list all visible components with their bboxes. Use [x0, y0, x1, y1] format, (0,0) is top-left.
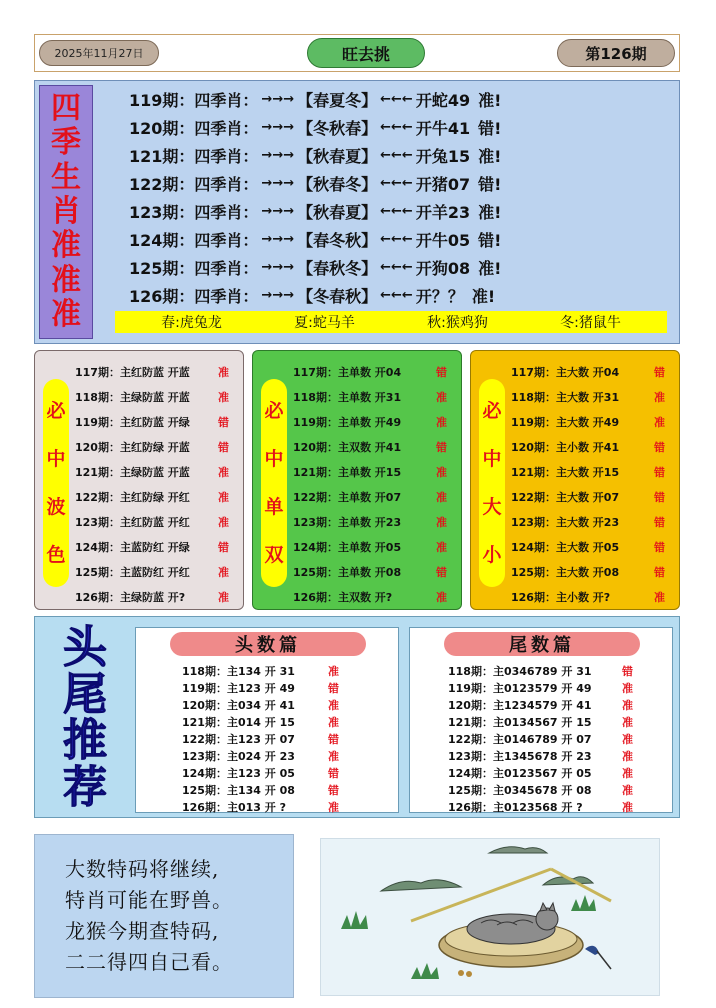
season-row-result: 开猪07: [415, 174, 471, 194]
wei-row-verdict: 准: [622, 681, 633, 695]
bose-row: [75, 559, 241, 584]
daxiao-row-text: 120期：主小数 开41: [511, 440, 620, 454]
bose-row-verdict: 准: [218, 365, 229, 379]
vertical-char: 双: [264, 543, 284, 566]
vertical-char: 季: [51, 125, 81, 161]
wei-row: [448, 679, 658, 696]
head-tail-vertical-label: [45, 622, 125, 813]
tou-row-text: 125期：主134 开 08: [182, 783, 295, 797]
wei-row-text: 119期：主0123579 开 49: [448, 681, 592, 695]
daxiao-row-verdict: 错: [654, 540, 665, 554]
vertical-char: 肖: [51, 193, 81, 229]
four-seasons-vertical-label: [39, 85, 93, 339]
season-row-arrow-right: →→→: [261, 203, 295, 219]
wei-title: 尾数篇: [444, 632, 640, 656]
season-row-result: 开牛05: [415, 230, 471, 250]
daxiao-row-text: 118期：主大数 开31: [511, 390, 620, 404]
wei-row: [448, 713, 658, 730]
poem-line: 二二得四自己看。: [65, 950, 233, 974]
bose-row-text: 122期：主红防绿 开红: [75, 490, 190, 504]
vertical-char: 生: [51, 159, 81, 195]
issue-badge: 第126期: [557, 39, 675, 67]
season-row-seasons: 【冬春秋】: [297, 286, 378, 306]
cat-drawing: [321, 839, 661, 997]
daxiao-row-text: 126期：主小数 开?: [511, 590, 611, 604]
tou-row-verdict: 准: [328, 664, 339, 678]
vertical-char: 必: [264, 399, 284, 422]
bose-row: [75, 584, 241, 609]
tou-row: [182, 747, 392, 764]
daxiao-row-verdict: 错: [654, 365, 665, 379]
daxiao-row-text: 119期：主大数 开49: [511, 415, 620, 429]
wei-row: [448, 662, 658, 679]
season-row: [129, 281, 495, 309]
tou-row-text: 123期：主024 开 23: [182, 749, 295, 763]
danshuang-row: [293, 359, 459, 384]
bose-row-verdict: 准: [218, 565, 229, 579]
daxiao-row-text: 123期：主大数 开23: [511, 515, 620, 529]
bose-box: [34, 350, 244, 610]
poem-line: 特肖可能在野兽。: [65, 888, 233, 912]
wei-row-text: 125期：主0345678 开 08: [448, 783, 592, 797]
season-row-arrow-left: ←←←: [380, 287, 413, 303]
season-row-arrow-left: ←←←: [380, 231, 413, 247]
season-row-label: 四季肖：: [194, 174, 259, 194]
danshuang-row-text: 125期：主单数 开08: [293, 565, 402, 579]
season-row-result: 开狗08: [415, 258, 471, 278]
season-row-arrow-right: →→→: [261, 175, 295, 191]
wei-row-verdict: 准: [622, 800, 633, 814]
tou-row-verdict: 错: [328, 681, 339, 695]
daxiao-row: [511, 384, 677, 409]
season-row-arrow-right: →→→: [261, 91, 295, 107]
season-row-seasons: 【秋春夏】: [297, 146, 378, 166]
season-row-seasons: 【春冬秋】: [297, 230, 378, 250]
danshuang-row-verdict: 准: [436, 390, 447, 404]
daxiao-row: [511, 359, 677, 384]
wei-row-verdict: 准: [622, 766, 633, 780]
page-title: 旺去挑: [307, 38, 425, 68]
wei-row-verdict: 准: [622, 698, 633, 712]
bose-row-verdict: 准: [218, 515, 229, 529]
danshuang-row-text: 121期：主单数 开15: [293, 465, 402, 479]
season-row: [129, 141, 501, 169]
wei-row: [448, 781, 658, 798]
daxiao-row: [511, 484, 677, 509]
danshuang-row: [293, 384, 459, 409]
season-row-seasons: 【冬秋春】: [297, 118, 378, 138]
bose-row-text: 117期：主红防蓝 开蓝: [75, 365, 190, 379]
daxiao-row-text: 122期：主大数 开07: [511, 490, 620, 504]
season-row: [129, 113, 501, 141]
vertical-char: 中: [46, 447, 66, 470]
bose-row: [75, 359, 241, 384]
tou-row-text: 120期：主034 开 41: [182, 698, 295, 712]
season-row-period: 119期：: [129, 90, 195, 110]
bose-row-verdict: 准: [218, 390, 229, 404]
bose-row-text: 119期：主红防蓝 开绿: [75, 415, 190, 429]
vertical-char: 准: [51, 262, 81, 298]
bose-row: [75, 484, 241, 509]
season-row-period: 123期：: [129, 202, 195, 222]
tou-row-verdict: 错: [328, 783, 339, 797]
bose-vertical-label: [43, 379, 69, 587]
danshuang-row-verdict: 准: [436, 415, 447, 429]
season-legend: [115, 311, 667, 333]
daxiao-row: [511, 584, 677, 609]
season-row-result: 开牛41: [415, 118, 471, 138]
bose-row: [75, 434, 241, 459]
header-bar: [34, 34, 680, 72]
tou-row-verdict: 准: [328, 800, 339, 814]
vertical-char: 大: [482, 495, 502, 518]
vertical-char: 头: [63, 622, 107, 674]
tou-title: 头数篇: [170, 632, 366, 656]
danshuang-row: [293, 509, 459, 534]
tou-row: [182, 781, 392, 798]
season-row-seasons: 【春夏冬】: [297, 90, 378, 110]
season-row-arrow-right: →→→: [261, 259, 295, 275]
season-row-verdict: 准!: [478, 202, 502, 222]
season-row-arrow-left: ←←←: [380, 259, 413, 275]
daxiao-row-verdict: 准: [654, 390, 665, 404]
danshuang-row: [293, 534, 459, 559]
danshuang-row-verdict: 错: [436, 565, 447, 579]
season-row-period: 126期：: [129, 286, 195, 306]
season-row-label: 四季肖：: [194, 146, 259, 166]
bose-row-text: 124期：主蓝防红 开绿: [75, 540, 190, 554]
tou-row-verdict: 准: [328, 715, 339, 729]
tou-row-text: 121期：主014 开 15: [182, 715, 295, 729]
wei-row-text: 124期：主0123567 开 05: [448, 766, 592, 780]
wei-row-text: 122期：主0146789 开 07: [448, 732, 592, 746]
danshuang-row: [293, 409, 459, 434]
wei-row-text: 126期：主0123568 开 ?: [448, 800, 583, 814]
bose-row: [75, 509, 241, 534]
bose-row-verdict: 准: [218, 590, 229, 604]
season-row-arrow-left: ←←←: [380, 175, 413, 191]
tou-panel: [135, 627, 399, 813]
season-row-result: 开？？: [415, 286, 464, 306]
season-row: [129, 197, 501, 225]
four-seasons-section: [34, 80, 680, 344]
danshuang-row: [293, 559, 459, 584]
wei-row-text: 123期：主1345678 开 23: [448, 749, 592, 763]
bose-row-text: 125期：主蓝防红 开红: [75, 565, 190, 579]
bose-row: [75, 384, 241, 409]
danshuang-row-verdict: 准: [436, 490, 447, 504]
season-legend-item: 春:虎兔龙: [161, 315, 222, 331]
wei-row-verdict: 错: [622, 664, 633, 678]
season-row-arrow-right: →→→: [261, 119, 295, 135]
daxiao-row: [511, 509, 677, 534]
wei-row-text: 118期：主0346789 开 31: [448, 664, 592, 678]
daxiao-row: [511, 459, 677, 484]
season-legend-item: 冬:猪鼠牛: [560, 315, 621, 331]
wei-row-verdict: 准: [622, 783, 633, 797]
poem-line: 大数特码将继续,: [65, 857, 220, 881]
season-row-seasons: 【秋春冬】: [297, 174, 378, 194]
daxiao-row-verdict: 错: [654, 440, 665, 454]
season-row-result: 开羊23: [415, 202, 471, 222]
cat-illustration: [320, 838, 660, 996]
tou-row-text: 119期：主123 开 49: [182, 681, 295, 695]
season-row-label: 四季肖：: [194, 118, 259, 138]
daxiao-row-verdict: 错: [654, 515, 665, 529]
season-row-verdict: 错!: [478, 118, 502, 138]
season-row-arrow-left: ←←←: [380, 147, 413, 163]
head-tail-section: [34, 616, 680, 818]
season-row-seasons: 【春秋冬】: [297, 258, 378, 278]
season-row-period: 121期：: [129, 146, 195, 166]
danshuang-row-verdict: 错: [436, 440, 447, 454]
season-row-verdict: 准!: [471, 286, 496, 306]
daxiao-box: [470, 350, 680, 610]
season-legend-item: 秋:猴鸡狗: [427, 315, 488, 331]
tou-row: [182, 713, 392, 730]
vertical-char: 必: [46, 399, 66, 422]
date-badge: 2025年11月27日: [39, 40, 159, 66]
daxiao-row: [511, 534, 677, 559]
season-row-label: 四季肖：: [194, 286, 259, 306]
tou-row: [182, 730, 392, 747]
tou-row-verdict: 错: [328, 766, 339, 780]
vertical-char: 尾: [63, 668, 107, 720]
tou-row-text: 126期：主013 开 ?: [182, 800, 286, 814]
danshuang-row: [293, 584, 459, 609]
bose-row-verdict: 准: [218, 465, 229, 479]
bose-row-verdict: 错: [218, 415, 229, 429]
season-row: [129, 169, 501, 197]
daxiao-row-verdict: 准: [654, 415, 665, 429]
bose-row-verdict: 错: [218, 540, 229, 554]
daxiao-row-verdict: 错: [654, 465, 665, 479]
season-row-verdict: 错!: [478, 230, 502, 250]
vertical-char: 必: [482, 399, 502, 422]
wei-row-verdict: 准: [622, 732, 633, 746]
season-row-verdict: 准!: [478, 258, 502, 278]
bose-row: [75, 409, 241, 434]
wei-row: [448, 747, 658, 764]
season-row-verdict: 准!: [478, 90, 502, 110]
bose-row: [75, 459, 241, 484]
season-row-arrow-right: →→→: [261, 147, 295, 163]
vertical-char: 准: [51, 296, 81, 332]
bose-row-verdict: 错: [218, 440, 229, 454]
danshuang-vertical-label: [261, 379, 287, 587]
daxiao-row-text: 124期：主大数 开05: [511, 540, 620, 554]
season-row-period: 125期：: [129, 258, 195, 278]
danshuang-row-text: 117期：主单数 开04: [293, 365, 402, 379]
danshuang-row: [293, 434, 459, 459]
bose-row: [75, 534, 241, 559]
season-row: [129, 253, 501, 281]
daxiao-row-text: 121期：主大数 开15: [511, 465, 620, 479]
daxiao-row-verdict: 准: [654, 590, 665, 604]
vertical-char: 色: [46, 543, 66, 566]
vertical-char: 准: [51, 228, 81, 264]
wei-row: [448, 730, 658, 747]
daxiao-row: [511, 559, 677, 584]
poem-line: 龙猴今期查特码,: [65, 919, 220, 943]
danshuang-row: [293, 459, 459, 484]
season-row-result: 开蛇49: [415, 90, 471, 110]
vertical-char: 荐: [63, 761, 107, 813]
vertical-char: 单: [264, 495, 284, 518]
tou-row: [182, 662, 392, 679]
bose-row-text: 120期：主红防绿 开蓝: [75, 440, 190, 454]
daxiao-vertical-label: [479, 379, 505, 587]
tou-row: [182, 764, 392, 781]
tou-row-verdict: 准: [328, 749, 339, 763]
danshuang-row-text: 122期：主单数 开07: [293, 490, 402, 504]
tou-row-text: 122期：主123 开 07: [182, 732, 295, 746]
wei-row-verdict: 准: [622, 749, 633, 763]
danshuang-row: [293, 484, 459, 509]
bose-row-text: 126期：主绿防蓝 开?: [75, 590, 186, 604]
season-row-verdict: 错!: [478, 174, 502, 194]
wei-row-text: 120期：主1234579 开 41: [448, 698, 592, 712]
danshuang-row-verdict: 准: [436, 590, 447, 604]
wei-row: [448, 798, 658, 815]
season-row-label: 四季肖：: [194, 258, 259, 278]
season-row-arrow-left: ←←←: [380, 203, 413, 219]
danshuang-row-text: 118期：主单数 开31: [293, 390, 402, 404]
danshuang-row-verdict: 准: [436, 515, 447, 529]
danshuang-box: [252, 350, 462, 610]
danshuang-row-text: 120期：主双数 开41: [293, 440, 402, 454]
wei-panel: [409, 627, 673, 813]
season-row-arrow-left: ←←←: [380, 119, 413, 135]
bose-row-text: 121期：主绿防蓝 开蓝: [75, 465, 190, 479]
wei-row: [448, 764, 658, 781]
daxiao-row-text: 117期：主大数 开04: [511, 365, 620, 379]
season-row-label: 四季肖：: [194, 230, 259, 250]
vertical-char: 中: [482, 447, 502, 470]
tou-row-verdict: 准: [328, 698, 339, 712]
wei-row-text: 121期：主0134567 开 15: [448, 715, 592, 729]
bose-row-text: 118期：主绿防蓝 开蓝: [75, 390, 190, 404]
season-row-period: 120期：: [129, 118, 195, 138]
season-row: [129, 85, 501, 113]
season-row-label: 四季肖：: [194, 202, 259, 222]
season-row-arrow-right: →→→: [261, 287, 295, 303]
season-row-arrow-left: ←←←: [380, 91, 413, 107]
daxiao-row: [511, 409, 677, 434]
bose-row-text: 123期：主红防蓝 开红: [75, 515, 190, 529]
danshuang-row-text: 119期：主单数 开49: [293, 415, 402, 429]
tou-row: [182, 798, 392, 815]
season-legend-item: 夏:蛇马羊: [294, 315, 355, 331]
danshuang-row-verdict: 错: [436, 365, 447, 379]
poem-box: [34, 834, 294, 998]
season-row-label: 四季肖：: [194, 90, 259, 110]
danshuang-row-text: 123期：主单数 开23: [293, 515, 402, 529]
vertical-char: 中: [264, 447, 284, 470]
season-row-seasons: 【秋春夏】: [297, 202, 378, 222]
vertical-char: 四: [51, 91, 81, 127]
season-row-period: 122期：: [129, 174, 195, 194]
vertical-char: 波: [46, 495, 66, 518]
danshuang-row-verdict: 准: [436, 540, 447, 554]
daxiao-row-verdict: 错: [654, 565, 665, 579]
danshuang-row-text: 126期：主双数 开?: [293, 590, 393, 604]
wei-row-verdict: 准: [622, 715, 633, 729]
tou-row-verdict: 错: [328, 732, 339, 746]
season-row-arrow-right: →→→: [261, 231, 295, 247]
wei-row: [448, 696, 658, 713]
daxiao-row-verdict: 错: [654, 490, 665, 504]
tou-row: [182, 679, 392, 696]
tou-row: [182, 696, 392, 713]
daxiao-row-text: 125期：主大数 开08: [511, 565, 620, 579]
season-row-result: 开兔15: [415, 146, 471, 166]
season-row-verdict: 准!: [478, 146, 502, 166]
tou-row-text: 124期：主123 开 05: [182, 766, 295, 780]
vertical-char: 推: [63, 715, 107, 767]
bose-row-verdict: 准: [218, 490, 229, 504]
danshuang-row-text: 124期：主单数 开05: [293, 540, 402, 554]
season-row: [129, 225, 501, 253]
season-row-period: 124期：: [129, 230, 195, 250]
daxiao-row: [511, 434, 677, 459]
tou-row-text: 118期：主134 开 31: [182, 664, 295, 678]
vertical-char: 小: [482, 543, 502, 566]
danshuang-row-verdict: 准: [436, 465, 447, 479]
